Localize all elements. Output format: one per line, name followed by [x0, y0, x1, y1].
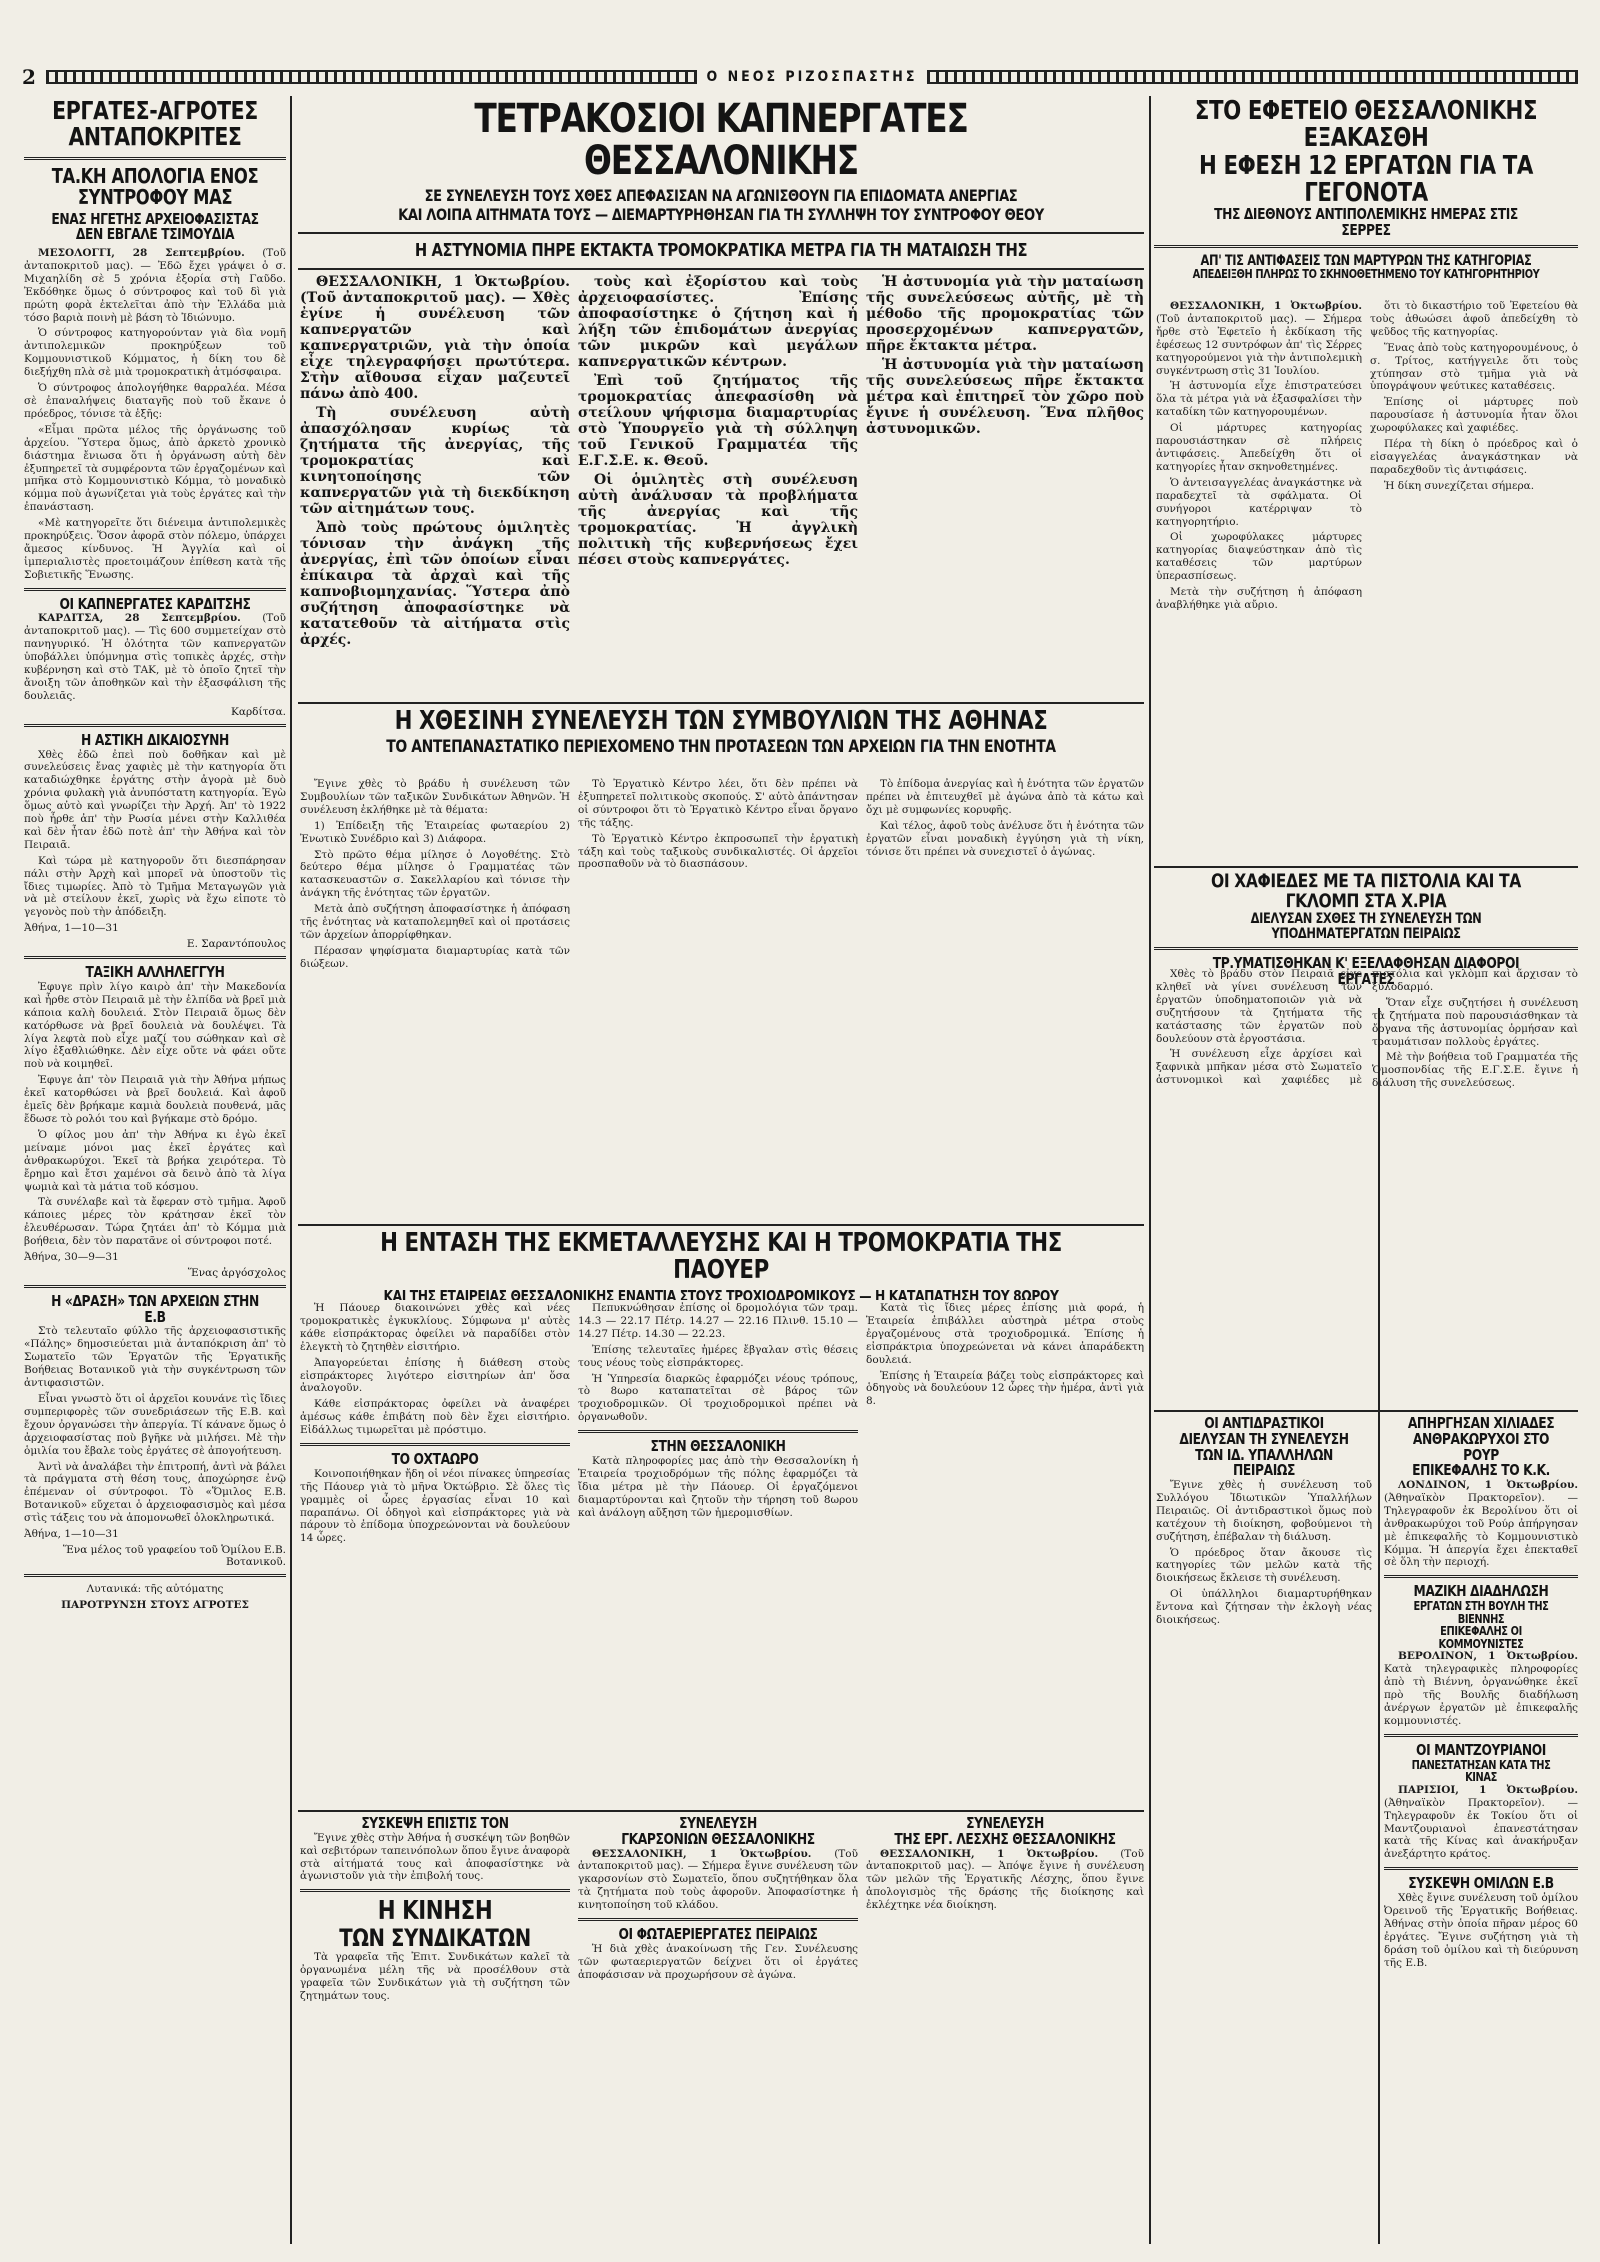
paragraph: Ὁ πρόεδρος ὅταν ἄκουσε τὶς κατηγορίες τῶν μελῶν κατὰ τῆς διοικήσεως ἔκλεισε τὴ συνέλευση.: [1156, 1546, 1372, 1585]
rule: [24, 956, 286, 959]
headline: ΑΠΕΔΕΙΞΘΗ ΠΛΗΡΩΣ ΤΟ ΣΚΗΝΟΘΕΤΗΜΕΝΟ ΤΟΥ ΚΑΤΗΓΟΡΗΤΗΡΙΟΥ: [1192, 267, 1540, 282]
paragraph: Ἡ ἀστυνομία γιὰ τὴν ματαίωση τῆς συνελεύσεως πῆρε ἔκτακτα μέτρα καὶ ἐπιτηρεῖ τὸν χῶρο ποὺ ἔγινε ἡ συνέλευση. Ἕνα πλῆθος ἀστυνομικῶν.: [866, 357, 1144, 437]
rule: [24, 1285, 286, 1288]
col4-lower-left: [1156, 1416, 1372, 2236]
paragraph: (Τοῦ ἀνταποκριτοῦ μας). — Ἀπόψε ἔγινε ἡ συνέλευση τῶν μελῶν τῆς Ἐργατικῆς Λέσχης, ὅπου ἔγινε ἀπολογισμὸς τῆς δράσης τῆς διοίκησης καὶ ἐκλέχτηκε νέα διοίκηση.: [866, 1847, 1144, 1912]
paragraph: Κατὰ πληροφορίες μας ἀπὸ τὴν Θεσσαλονίκη ἡ Ἑταιρεία τροχιοδρόμων τῆς πόλης ἐφαρμόζει τὰ ἴδια μέτρα μὲ τὴν Πάουερ. Οἱ ἐργαζόμενοι διαμαρτύρονται καὶ ζητοῦν τὴν τήρηση τοῦ 8ωρου καὶ ἀνάλογη αὔξηση τῶν ἡμερομισθίων.: [578, 1454, 858, 1519]
rule: [24, 588, 286, 591]
signature: Ἕνας ἀργόσχολος: [187, 1266, 286, 1279]
rule: [1154, 947, 1578, 950]
paragraph: «Μὲ κατηγορεῖτε ὅτι διένειμα ἀντιπολεμικὲς προκηρύξεις. Ὅσον ἀφορᾶ στὸν πόλεμο, ὑπάρχει ἄμεσος κίνδυνος. Ἡ Ἀγγλία καὶ οἱ ἱμπεριαλιστὲς προετοιμάζουν ἐπίθεση κατὰ τῆς Σοβιετικῆς Ἕνωσης.: [24, 517, 286, 581]
paragraph: Οἱ μάρτυρες κατηγορίας παρουσιάστηκαν σὲ πλήρεις ἀντιφάσεις. Ἀπεδείχθη ὅτι οἱ κατηγορίες ἦταν σκηνοθετημένες.: [1156, 422, 1362, 473]
page-header-strip: [22, 66, 1578, 88]
headline: ΔΙΕΛΥΣΑΝ ΣΧΘΕΣ ΤΗ ΣΥΝΕΛΕΥΣΗ ΤΩΝ ΥΠΟΔΗΜΑΤΕΡΓΑΤΩΝ ΠΕΙΡΑΙΩΣ: [1250, 910, 1482, 942]
headline: ΤΡ.ΥΜΑΤΙΣΘΗΚΑΝ Κ' ΕΞΕΛΑΦΘΗΣΑΝ ΔΙΑΦΟΡΟΙ ΕΡΓΑΤΕΣ: [1212, 954, 1520, 988]
xafiedes-body: [1156, 968, 1578, 1128]
paragraph: Τὸ Ἐργατικὸ Κέντρο λέει, ὅτι δὲν πρέπει νὰ ἐξυπηρετεῖ πολιτικοὺς σκοπούς. Σ' αὐτὸ ἀπάντησαν οἱ σύντροφοι ὅτι τὸ Ἐργατικὸ Κέντρο εἶναι ὄργανο τῆς τάξης.: [578, 778, 858, 829]
paragraph: Ἔγινε χθὲς ἡ συνέλευση τοῦ Συλλόγου Ἰδιωτικῶν Ὑπαλλήλων Πειραιῶς. Οἱ ἀντιδραστικοὶ ὅμως ποὺ κατέχουν τὴ διοίκηση, φοβούμενοι τὴ συζήτηση, ἐπέβαλαν τὴ διάλυση.: [1156, 1479, 1372, 1543]
headline: ΤΑΞΙΚΗ ΑΛΛΗΛΕΓΓΥΗ: [85, 963, 225, 982]
rule: [1154, 245, 1578, 248]
headline: Η ΧΘΕΣΙΝΗ ΣΥΝΕΛΕΥΣΗ ΤΩΝ ΣΥΜΒΟΥΛΙΩΝ ΤΗΣ ΑΘΗΝΑΣ: [394, 708, 1048, 736]
paragraph: Ἡ διὰ χθὲς ἀνακοίνωση τῆς Γεν. Συνέλευσης τῶν φωταεριεργατῶν δείχνει ὅτι οἱ ἐργάτες ἀποφάσισαν νὰ προχωρήσουν σὲ ἀγώνα.: [578, 1942, 858, 1981]
lead-subheadline: ΣΕ ΣΥΝΕΛΕΥΣΗ ΤΟΥΣ ΧΘΕΣ ΑΠΕΦΑΣΙΣΑΝ ΝΑ ΑΓΩΝΙΣΘΟΥΝ ΓΙΑ ΕΠΙΔΟΜΑΤΑ ΑΝΕΡΓΙΑΣ: [424, 186, 1018, 205]
dateline: ΘΕΣΣΑΛΟΝΙΚΗ, 1 Ὀκτωβρίου.: [880, 1847, 1099, 1860]
paragraph: Ἐπὶ τοῦ ζητήματος τῆς τρομοκρατίας ἀπεφασίσθη νὰ στείλουν ψήφισμα διαμαρτυρίας στὸ Ὑπουργεῖο γιὰ τὴ σύλληψη τοῦ Γενικοῦ Γραμματέα τῆς Ε.Γ.Σ.Ε. κ. Θεοῦ.: [578, 373, 858, 469]
rule: [298, 1224, 1144, 1226]
paragraph: Χθὲς ἔγινε συνέλευση τοῦ ὁμίλου Ὀρεινοῦ τῆς Ἐργατικῆς Βοήθειας. Ἀθήνας στὴν ὁποία πῆραν μέρος 60 ἐργάτες. Ἔγινε συζήτηση γιὰ τὴ δράση τοῦ ὁμίλου καὶ τὴ διεύρυνση τῆς Ε.Β.: [1384, 1892, 1578, 1969]
paragraph: Μὲ τὴν βοήθεια τοῦ Γραμματέα τῆς Ὁμοσπονδίας τῆς Ε.Γ.Σ.Ε. ἔγινε ἡ διάλυση τῆς συνελεύσεως.: [1372, 1051, 1578, 1090]
paragraph: Καὶ τώρα μὲ κατηγοροῦν ὅτι διεσπάρησαν πάλι στὴν Ἀρχὴ καὶ μπορεῖ νὰ ὑποστοῦν τὶς ἴδιες τιμωρίες. Ἀπὸ τὸ Τμῆμα Μεταγωγῶν γιὰ νὰ μὲ στείλουν ἐκεῖ, χωρὶς νὰ ἔχω εἰποτε τὸ γεγονὸς ποὺ τὴν ἀπόδειξη.: [24, 854, 286, 919]
dateline: ΘΕΣΣΑΛΟΝΙΚΗ, 1 Ὀκτωβρίου.: [592, 1847, 812, 1860]
paragraph: Ὁ σύντροφος κατηγορούνταν γιὰ δὶα νομῆ ἀντιπολεμικῶν προκηρύξεων τοῦ Κομμουνιστικοῦ Κόμματος, ἡ δίκη του δὲ διεξήχθη πλὰ σὲ μιὰ τρομοκρατικὴ ἀτμόσφαιρα.: [24, 327, 286, 379]
section-header: ΕΡΓΑΤΕΣ-ΑΓΡΟΤΕΣ ΑΝΤΑΠΟΚΡΙΤΕΣ: [52, 98, 258, 152]
rule: [578, 1918, 858, 1921]
rule: [1154, 866, 1578, 868]
paragraph: Ἐπίσης ἡ Ἑταιρεία βάζει τοὺς εἰσπράκτορες καὶ ὁδηγοὺς νὰ δουλεύουν 12 ὧρες τὴν ἡμέρα, ἀντὶ γιὰ 8.: [866, 1369, 1144, 1408]
paragraph: Οἱ ὑπάλληλοι διαμαρτυρήθηκαν ἔντονα καὶ ζήτησαν τὴν ἐκλογὴ νέας διοικήσεως.: [1156, 1588, 1372, 1627]
sign-place: Ἀθήνα, 1—10—31: [24, 1528, 119, 1541]
paragraph: Χθὲς ἐδῶ ἐπεὶ ποὺ δοθῆκαν καὶ μὲ συνελεύσεις ἔνας χαφιὲς μὲ τὴν κατηγορία ὅτι καταδιώχθηκε ἐργάτης στὴν ἀγορὰ μὲ δυὸ χρόνια φυλακὴ γιὰ ἀνυπόστατη κατηγορία. Ἐγὼ ὅμως αὐτὸ καὶ γνωρίζει τὴν Ἀρχή. Ἀπ' τὸ 1922 ποὺ ἦρθε ἀπ' τὴν Ρωσία μένει στὴν Καλλιθέα καὶ δὲν ἦταν ἐδῶ ποτὲ ἀπ' τὴν Ἀθήνα καὶ τὸν Πειραιᾶ.: [24, 748, 286, 851]
headline: ΤΑ.ΚΗ ΑΠΟΛΟΓΙΑ ΕΝΟΣ ΣΥΝΤΡΟΦΟΥ ΜΑΣ: [51, 163, 259, 209]
paragraph: Κάθε εἰσπράκτορας ὀφείλει νὰ ἀναφέρει ἀμέσως κάθε ἐπιβάτη ποὺ δὲν ἔχει εἰσιτήριο. Εἰδάλλως τιμωρεῖται μὲ πρόστιμο.: [300, 1398, 570, 1437]
signature: Καρδίτσα.: [231, 705, 286, 718]
signature: Ἕνα μέλος τοῦ γραφείου τοῦ Ὁμίλου Ε.Β. Βοτανικοῦ.: [62, 1543, 286, 1568]
headline: Η ΕΝΤΑΣΗ ΤΗΣ ΕΚΜΕΤΑΛΛΕΥΣΗΣ ΚΑΙ Η ΤΡΟΜΟΚΡΑΤΙΑ ΤΗΣ ΠΑΟΥΕΡ: [380, 1230, 1062, 1286]
paragraph: Ἀπαγορεύεται ἐπίσης ἡ διάθεση στοὺς εἰσπράκτορες λιγότερο εἰσιτηρίων ἀπ' ὅσα ἀναλογοῦν.: [300, 1356, 570, 1395]
paragraph: Χθὲς τὸ βράδυ στὸν Πειραιᾶ εἶχε κληθεῖ νὰ γίνει συνέλευση τῶν ἐργατῶν ὑποδηματοποιῶν γιὰ νὰ συζητήσουν τὰ ζητήματα τῆς κατάστασης τῶν ἐργατῶν ποὺ δουλεύουν στὰ ἐργοστάσια.: [1156, 968, 1362, 1045]
rule: [1384, 1575, 1578, 1578]
headline: ΕΠΙΚΕΦΑΛΗΣ ΟΙ ΚΟΜΜΟΥΝΙΣΤΕΣ: [1438, 1624, 1524, 1651]
paragraph: τοὺς καὶ ἐξορίστου καὶ τοὺς ἀρχειοφασίστες. Ἐπίσης ἀποφασίστηκε ὁ ζήτηση καὶ ἡ λήξη τῶν ἐπιδομάτων ἀνεργίας τῶν μικρῶν καὶ μεγάλων καπνεργατικῶν κέντρων.: [578, 274, 858, 370]
paragraph: Μετὰ τὴν συζήτηση ἡ ἀπόφαση ἀναβλήθηκε γιὰ αὔριο.: [1156, 586, 1362, 611]
paragraph: (Τοῦ ἀνταποκριτοῦ μας). — Σήμερα ἤρθε στὸ Ἐφετεῖο ἡ ἐκδίκαση τῆς ἐφέσεως 12 συντρόφων ἀπ' τὶς Σέρρες κατηγορούμενοι γιὰ τὴν ἀντιπολεμικὴ συγκέντρωση στὶς 31 Ἰουλίου.: [1156, 312, 1362, 377]
headline: ΤΟ ΟΧΤΑΩΡΟ: [391, 1450, 479, 1469]
paragraph: Εἶναι γνωστὸ ὅτι οἱ ἀρχεῖοι κουνάνε τὶς ἴδιες συμπεριφορὲς τῶν συνεδριάσεων τῆς Ε.Β. καὶ ἔχουν ὀργανώσει τὴν ἀπεργία. Τί κάνανε ὅμως ὁ ἀρχειοφασίστας ποὺ βγῆκε νὰ μιλήσει. Μὲ τὴν ὁμιλία του ἔβαλε τοὺς ἐργάτες σὲ ἀπογοήτευση.: [24, 1393, 286, 1457]
paragraph: (Τοῦ ἀνταποκριτοῦ μας). — Σήμερα ἔγινε συνέλευση τῶν γκαρσονίων στὸ Σωματεῖο, ὅπου συζητήθηκαν ὅλα τὰ ζητήματα ποὺ τοὺς ἀφοροῦν. Ἀποφασίστηκε ἡ κινητοποίηση τοῦ κλάδου.: [578, 1847, 858, 1912]
headline: Η ΚΙΝΗΣΗ: [377, 1896, 493, 1927]
paragraph: Ἐπίσης τελευταῖες ἡμέρες ἔβγαλαν στὶς θέσεις τους νέους τοὺς εἰσπράκτορες.: [578, 1343, 858, 1369]
paragraph: ὅτι τὸ δικαστήριο τοῦ Ἐφετείου θὰ τοὺς ἀθωώσει ἀφοῦ ἀπεδείχθη τὸ ψεῦδος τῆς κατηγορίας.: [1370, 300, 1578, 338]
column-1: [24, 98, 286, 2238]
rule: [298, 268, 1144, 270]
footer-note: Λυτανικά: τῆς αὐτόματης: [86, 1582, 224, 1595]
paragraph: Ἐφυγε πρὶν λίγο καιρὸ ἀπ' τὴν Μακεδονία καὶ ἦρθε στὸν Πειραιᾶ μὲ τὴν ἐλπίδα νὰ βρεῖ μιὰ κάποια καλὴ δουλειά. Στὸν Πειραιᾶ ὅμως δὲν κατόρθωσε νὰ βρεῖ δουλειὰ νὰ δουλέψει. Τὰ λίγα λεφτὰ ποὺ εἶχε μαζί του σώθηκαν καὶ σὲ λίγο ἐξαθλιώθηκε. Δὲν εἶχε οὔτε νὰ φάει οὔτε ποὺ νὰ κοιμηθεῖ.: [24, 980, 286, 1071]
paragraph: (Τοῦ ἀνταποκριτοῦ μας). — Χθὲς ἐγίνε ἡ συνέλευση τῶν καπνεργατῶν καὶ καπνεργατριῶν, γιὰ τὴν ὁποία εἶχε τηλεγραφήσει πρωτύτερα. Στὴν αἴθουσα εἶχαν μαζευτεῖ πάνω ἀπὸ 400.: [300, 290, 570, 402]
headline: ΕΝΑΣ ΗΓΕΤΗΣ ΑΡΧΕΙΟΦΑΣΙΣΤΑΣ ΔΕΝ ΕΒΓΑΛΕ ΤΣΙΜΟΥΔΙΑ: [51, 209, 259, 244]
signature: Ε. Σαραντόπουλος: [186, 938, 286, 951]
sign-place: Ἀθήνα, 1—10—31: [24, 922, 119, 935]
headline: ΟΙ ΚΑΠΝΕΡΓΑΤΕΣ ΚΑΡΔΙΤΣΗΣ: [59, 594, 251, 613]
headline: Η «ΔΡΑΣΗ» ΤΩΝ ΑΡΧΕΙΩΝ ΣΤΗΝ Ε.Β: [51, 1291, 259, 1326]
headline: Η ΑΣΤΙΚΗ ΔΙΚΑΙΟΣΥΝΗ: [81, 730, 229, 749]
rule: [298, 702, 1144, 704]
headline: ΓΚΑΡΣΟΝΙΩΝ ΘΕΣΣΑΛΟΝΙΚΗΣ: [621, 1829, 815, 1848]
header-ornament: [46, 70, 697, 84]
bottom-col: [578, 1816, 858, 2236]
paragraph: Ὅταν εἶχε συζητήσει ἡ συνέλευση τὰ ζητήματα ποὺ παρουσιάσθηκαν τὰ ὄργανα τῆς ἀστυνομίας ὁρμήσαν καὶ τραυμάτισαν πολλοὺς ἐργάτες.: [1372, 996, 1578, 1048]
lead-headline: ΤΕΤΡΑΚΟΣΙΟΙ ΚΑΠΝΕΡΓΑΤΕΣ ΘΕΣΣΑΛΟΝΙΚΗΣ: [474, 98, 968, 184]
paragraph: Τὸ ἐπίδομα ἀνεργίας καὶ ἡ ἑνότητα τῶν ἐργατῶν πρέπει νὰ ἐπιτευχθεῖ μὲ ἀγώνα ἀπὸ τὰ κάτω καὶ ὄχι μὲ συμφωνίες κορυφῆς.: [866, 778, 1144, 816]
rule: [578, 1430, 858, 1433]
paragraph: Πέρασαν ψηφίσματα διαμαρτυρίας κατὰ τῶν διώξεων.: [300, 944, 570, 970]
lead-kicker: Η ΑΣΤΥΝΟΜΙΑ ΠΗΡΕ ΕΚΤΑΚΤΑ ΤΡΟΜΟΚΡΑΤΙΚΑ ΜΕΤΡΑ ΓΙΑ ΤΗ ΜΑΤΑΙΩΣΗ ΤΗΣ: [414, 239, 1028, 261]
headline: ΔΙΕΛΥΣΑΝ ΤΗ ΣΥΝΕΛΕΥΣΗ: [1179, 1429, 1349, 1448]
rule: [1384, 1734, 1578, 1737]
dateline: ΠΑΡΙΣΙΟΙ, 1 Ὀκτωβρίου.: [1398, 1783, 1578, 1796]
column-rule: [1149, 96, 1151, 2244]
paragraph: Ἐφυγε ἀπ' τὸν Πειραιᾶ γιὰ τὴν Ἀθήνα μήπως ἐκεῖ κατορθώσει νὰ βρεῖ δουλειά. Καὶ ἀφοῦ ἐμεῖς δὲν βρήκαμε καμιὰ δουλειὰ πουθενά, μᾶς ἔδωσε τὸ ρολόι του καὶ βγήκαμε στὸ δρόμο.: [24, 1074, 286, 1125]
paragraph: Κατὰ τὶς ἴδιες μέρες ἐπίσης μιὰ φορά, ἡ Ἑταιρεία ἐπιβάλλει αὐστηρὰ μέτρα στοὺς ἐργαζομένους στὰ τροχιοδρομικά. Ἐπίσης ἡ εἰσπράκτρια ὑποχρεώνεται νὰ κάνει ἀπαράδεκτη δουλειά.: [866, 1302, 1144, 1366]
column-rule: [1378, 1008, 1380, 2244]
paragraph: Τὰ γραφεῖα τῆς Ἐπιτ. Συνδικάτων καλεῖ τὰ ὀργανωμένα μέλη τῆς νὰ προσέλθουν στὰ γραφεῖα τῶν Συνδικάτων γιὰ τὴ συζήτηση τῶν ζητημάτων τους.: [300, 1950, 570, 2002]
lead-body-col: [578, 274, 858, 694]
headline: ΣΥΝΕΛΕΥΣΗ: [679, 1816, 757, 1832]
paragraph: (Τοῦ ἀνταποκριτοῦ μας). — Ἐδῶ ἔχει γράψει ὁ σ. Μιχαηλίδη σὲ 5 χρόνια ἐξορία στὴ Γαῦδο. Ἐκδόθηκε ὅμως ὁ σύντροφος καὶ τοῦ δὶ γιὰ πρώτη φορὰ ἐκτελεῖται ἀπὸ τὴν Ἑλλάδα μιὰ τόσο βαριὰ ποινὴ μὲ βάση τὸ Ἰδιώνυμο.: [24, 247, 286, 324]
lead-story-headlines: [298, 98, 1144, 268]
council-body-col: [866, 778, 1144, 1218]
paragraph: Ἀπὸ τοὺς πρώτους ὁμιλητὲς τόνισαν τὴν ἀνάγκη τῆς ἀνεργίας, ἐπὶ τῶν ὁποίων εἶναι ἐπίκαιρα τὰ ἀρχαὶ καὶ τῆς καπνοβιομηχανίας. Ὕστερα ἀπὸ συζήτηση ἀποφασίστηκε νὰ κατατεθοῦν τὰ αἰτήματα στὶς ἀρχές.: [300, 520, 570, 648]
council-body-col: [300, 778, 570, 1218]
col4-body: [1156, 300, 1362, 860]
headline: ΑΠΗΡΓΗΣΑΝ ΧΙΛΙΑΔΕΣ: [1407, 1416, 1555, 1432]
paragraph: Μετὰ ἀπὸ συζήτηση ἀποφασίστηκε ἡ ἀπόφαση τῆς ἑνότητας νὰ καταπολεμηθεῖ καὶ οἱ προτάσεις τῶν ἀρχείων ἀπορρίφθηκαν.: [300, 903, 570, 941]
page-number: 2: [22, 65, 36, 89]
bottom-col: [300, 1816, 570, 2236]
dateline: ΒΕΡΟΛΙΝΟΝ, 1 Ὀκτωβρίου.: [1398, 1650, 1578, 1663]
sign-place: Ἀθήνα, 30—9—31: [24, 1251, 119, 1264]
rule: [300, 1889, 570, 1892]
paragraph: Τὴ συνέλευση αὐτὴ ἀπασχόλησαν κυρίως τὰ ζητήματα τῆς ἀνεργίας, τῆς τρομοκρατίας καὶ κινητοποίησης τῶν καπνεργατῶν γιὰ τὴ διεκδίκηση τῶν αἰτημάτων τους.: [300, 405, 570, 517]
dateline: ΘΕΣΣΑΛΟΝΙΚΗ, 1 Ὀκτωβρίου.: [1170, 300, 1362, 312]
rule: [1384, 1867, 1578, 1870]
paragraph: Ἀντὶ νὰ ἀναλάβει τὴν ἐπιτροπή, ἀντὶ νὰ βάλει τὰ πράγματα στὴ θέση τους, ἀποχώρησε ἐνῷ ἐπέμεναν οἱ σύντροφοι. Τὸ «Ὅμιλος Ε.Β. Βοτανικοῦ» εὔχεται ὁ ἀρχειοφασισμὸς καὶ μέσα στὶς τάξεις του νὰ ἀπομονωθεῖ ὁλοκληρωτικά.: [24, 1460, 286, 1525]
paouer-headlines: [298, 1230, 1144, 1300]
paouer-body-col: [578, 1302, 858, 1802]
paragraph: Ὁ φίλος μου ἀπ' τὴν Ἀθήνα κι ἐγὼ ἐκεῖ μείναμε μόνοι μας ἐκεῖ ἐργάτες καὶ ἀνθρακωρύχοι. Ἐκεῖ τὰ βρήκα χειρότερα. Τὸ ἔρημο καὶ ἔτσι χαμένοι σὰ δεινὸ ἀπὸ τὰ λίγα ψωμιὰ καὶ τὰ μάτια τοῦ κόσμου.: [24, 1128, 286, 1193]
paragraph: (Ἀθηναϊκὸν Πρακτορεῖον). — Τηλεγραφοῦν ἐκ Βερολίνου ὅτι οἱ ἀνθρακωρύχοι τοῦ Ρούρ ἀπήργησαν μὲ ἐπικεφαλῆς τὸ Κομμουνιστικὸ Κόμμα. Ἡ ἀπεργία ἔχει ἐπεκταθεῖ σὲ ὅλη τὴν περιοχή.: [1384, 1491, 1578, 1569]
paragraph: Ἡ συνέλευση εἶχε ἀρχίσει καὶ ξαφνικὰ μπῆκαν μέσα στὸ Σωματεῖο ἀστυνομικοὶ καὶ χαφιέδες μὲ πιστόλια καὶ γκλὸμπ καὶ ἄρχισαν τὸ ξυλοδαρμό.: [1156, 968, 1578, 1087]
headline: ΤΗΣ ΕΡΓ. ΛΕΣΧΗΣ ΘΕΣΣΑΛΟΝΙΚΗΣ: [894, 1829, 1116, 1848]
headline: ΟΙ ΦΩΤΑΕΡΙΕΡΓΑΤΕΣ ΠΕΙΡΑΙΩΣ: [618, 1925, 818, 1944]
headline: ΟΙ ΑΝΤΙΔΡΑΣΤΙΚΟΙ: [1204, 1416, 1324, 1432]
paragraph: «Εἶμαι πρῶτα μέλος τῆς ὀργάνωσης τοῦ ἀρχείου. Ὕστερα ὅμως, ἀπὸ ἀρκετὸ χρονικὸ διάστημα ἔνιωσα ὅτι ἡ ὀργάνωση αὐτὴ δὲν ἐξυπηρετεῖ τὰ συμφέροντα τῶν ἐργαζομένων καὶ μπῆκα στὸ Κομμουνιστικὸ Κόμμα, τὸ μοναδικὸ κόμμα ποὺ ἀγωνίζεται γιὰ τοὺς ἐργάτες καὶ τὴν ἐπανάσταση.: [24, 423, 286, 514]
paouer-body-col: [866, 1302, 1144, 1802]
paragraph: Ὁ σύντροφος ἀπολογήθηκε θαρραλέα. Μέσα σὲ ἐπαναλήψεις διαταγῆς ποὺ τοῦ ἔκανε ὁ πρόεδρος, τόνισε τὰ ἑξῆς:: [24, 382, 286, 420]
paragraph: Οἱ χωροφύλακες μάρτυρες κατηγορίας διαψεύστηκαν ἀπὸ τὶς καταθέσεις τῶν μαρτύρων ὑπερασπίσεως.: [1156, 531, 1362, 583]
rule: [298, 1810, 1144, 1812]
headline: ΤΩΝ ΙΔ. ΥΠΑΛΛΗΛΩΝ ΠΕΙΡΑΙΩΣ: [1195, 1445, 1333, 1480]
paragraph: 1) Ἐπίδειξη τῆς Ἑταιρείας φωταερίου 2) Ἐνωτικὸ Συνέδριο καὶ 3) Διάφορα.: [300, 819, 570, 845]
headline: ΟΙ ΧΑΦΙΕΔΕΣ ΜΕ ΤΑ ΠΙΣΤΟΛΙΑ ΚΑΙ ΤΑ ΓΚΛΟΜΠ ΣΤΑ Χ.ΡΙΑ: [1211, 872, 1521, 912]
col4-lower-right: [1384, 1416, 1578, 2236]
paragraph: Ἡ Ὑπηρεσία διαρκῶς ἐφαρμόζει νέους τρόπους, τὸ 8ωρο καταπατεῖται σὲ βάρος τῶν τροχιοδρομικῶν. Οἱ τροχιοδρομικοὶ πρέπει νὰ ὀργανωθοῦν.: [578, 1372, 858, 1424]
headline: ΣΥΝΕΛΕΥΣΗ: [966, 1816, 1044, 1832]
headline: ΣΥΣΚΕΨΗ ΟΜΙΛΩΝ Ε.Β: [1408, 1874, 1554, 1893]
header-ornament: [927, 70, 1578, 84]
headline: ΤΩΝ ΣΥΝΔΙΚΑΤΩΝ: [339, 1923, 531, 1952]
paragraph: (Τοῦ ἀνταποκριτοῦ μας). — Τὶς 600 συμμετείχαν στὸ πανηγυρικό. Ἡ ὀλότητα τῶν καπνεργατῶν ὑποβάλλει ὑπόμνημα στὶς τοπικὲς ἀρχές, στὴν κυβέρνηση καὶ στὸ ΤΑΚ, μὲ τὸ ὁποῖο ζητεῖ τὴν ἄνοιξη τῶν ἀποθηκῶν καὶ τὴν ἐξασφάλιση τῆς δουλειᾶς.: [24, 612, 286, 702]
paragraph: Τὰ συνέλαβε καὶ τὰ ἔφεραν στὸ τμῆμα. Ἀφοῦ κάποιες μέρες τὸν κράτησαν ἐκεῖ τὸν ἐλευθέρωσαν. Τώρα ζητάει ἀπ' τὸ Κόμμα μιὰ βοήθεια, δὲν τὸν παρατᾶνε οἱ σύντροφοι ποτέ.: [24, 1196, 286, 1248]
dateline: ΚΑΡΔΙΤΣΑ, 28 Σεπτεμβρίου.: [38, 612, 241, 625]
dateline: ΘΕΣΣΑΛΟΝΙΚΗ, 1 Ὀκτωβρίου.: [316, 274, 570, 290]
paragraph: Ἐπίσης οἱ μάρτυρες ποὺ παρουσίασε ἡ ἀστυνομία ἦταν ὅλοι χωροφύλακες καὶ χαφιέδες.: [1370, 396, 1578, 435]
lead-subheadline: ΚΑΙ ΛΟΙΠΑ ΑΙΤΗΜΑΤΑ ΤΟΥΣ — ΔΙΕΜΑΡΤΥΡΗΘΗΣΑΝ ΓΙΑ ΤΗ ΣΥΛΛΗΨΗ ΤΟΥ ΣΥΝΤΡΟΦΟΥ ΘΕΟΥ: [398, 204, 1044, 224]
headline: ΣΤΟ ΕΦΕΤΕΙΟ ΘΕΣΣΑΛΟΝΙΚΗΣ ΕΞΑΚΑΣΘΗ: [1194, 98, 1538, 154]
headline: ΚΑΙ ΤΗΣ ΕΤΑΙΡΕΙΑΣ ΘΕΣΣΑΛΟΝΙΚΗΣ ΕΝΑΝΤΙΑ ΣΤΟΥΣ ΤΡΟΧΙΟΔΡΟΜΙΚΟΥΣ — Η ΚΑΤΑΠΑΤΗΣΗ ΤΟΥ 8ΩΡΟΥ: [383, 1286, 1059, 1300]
headline: ΤΟ ΑΝΤΕΠΑΝΑΣΤΑΤΙΚΟ ΠΕΡΙΕΧΟΜΕΝΟ ΤΗΝ ΠΡΟΤΑΣΕΩΝ ΤΩΝ ΑΡΧΕΙΩΝ ΓΙΑ ΤΗΝ ΕΝΟΤΗΤΑ: [386, 737, 1056, 758]
paragraph: Ἡ ἀστυνομία γιὰ τὴν ματαίωση τῆς συνελεύσεως αὐτῆς, μὲ τὴ μέθοδο τῆς προμοκρατίας τῶν προσερχομένων καπνεργατῶν, πῆρε ἔκτακτα μέτρα.: [866, 274, 1144, 354]
paragraph: Τὸ Ἐργατικὸ Κέντρο ἐκπροσωπεῖ τὴν ἐργατικὴ τάξη καὶ τοὺς ταξικοὺς συνδικαλιστές. Οἱ ἀρχεῖοι προσπαθοῦν νὰ τὸ διασπάσουν.: [578, 832, 858, 871]
paragraph: Ἔγινε χθὲς στὴν Ἀθήνα ἡ συσκέψη τῶν βοηθῶν καὶ σεβιτόρων ταπεινόπολων ὅπου ἔγινε ἀναφορὰ στὰ αἰτήματά τους καὶ ἀποφασίστηκε νὰ ἀγωνιστοῦν γιὰ τὴν ἐπιβολή τους.: [300, 1831, 570, 1883]
rule: [1154, 1410, 1578, 1412]
paragraph: Ὁ ἀντεισαγγελέας ἀναγκάστηκε νὰ παραδεχτεῖ τὰ σφάλματα. Οἱ συνήγοροι κατέρριψαν τὸ κατηγορητήριο.: [1156, 476, 1362, 528]
dateline: ΛΟΝΔΙΝΟΝ, 1 Ὀκτωβρίου.: [1398, 1479, 1578, 1491]
rule: [24, 1574, 286, 1577]
paragraph: Πέρα τὴ δίκη ὁ πρόεδρος καὶ ὁ εἰσαγγελέας ἀναγκάστηκαν νὰ παραδεχθοῦν τὶς ἀντιφάσεις.: [1370, 438, 1578, 476]
paragraph: Ἡ Πάουερ διακοινώνει χθὲς καὶ νέες τρομοκρατικὲς ἐγκυκλίους. Σύμφωνα μ' αὐτὲς κάθε εἰσπράκτορας ὀφείλει νὰ παραδίδει στὸν ἐλεγκτὴ τὸ ζητηθὲν εἰσιτήριο.: [300, 1302, 570, 1353]
headline: Η ΕΦΕΣΗ 12 ΕΡΓΑΤΩΝ ΓΙΑ ΤΑ ΓΕΓΟΝΟΤΑ: [1199, 150, 1533, 208]
paragraph: Ἡ δίκη συνεχίζεται σήμερα.: [1384, 479, 1535, 492]
lead-body-col: [300, 274, 570, 694]
rule: [24, 157, 286, 160]
headline: ΤΗΣ ΔΙΕΘΝΟΥΣ ΑΝΤΙΠΟΛΕΜΙΚΗΣ ΗΜΕΡΑΣ ΣΤΙΣ ΣΕΡΡΕΣ: [1214, 205, 1518, 239]
paragraph: Κοινοποιήθηκαν ἤδη οἱ νέοι πίνακες ὑπηρεσίας τῆς Πάουερ γιὰ τὸ μῆνα Ὀκτώβριο. Σὲ ὅλες τὶς γραμμὲς οἱ ὧρες ἐργασίας εἶναι 10 καὶ παραπάνω. Οἱ ὁδηγοὶ καὶ εἰσπράκτορες γιὰ νὰ πάρουν τὸ ἐπίδομα ὑποχρεώνονται νὰ δουλεύουν 14 ὧρες.: [300, 1467, 570, 1545]
council-headlines: [298, 708, 1144, 772]
dateline: ΜΕΣΟΛΟΓΓΙ, 28 Σεπτεμβρίου.: [38, 247, 245, 259]
headline: ΣΤΗΝ ΘΕΣΣΑΛΟΝΙΚΗ: [650, 1437, 786, 1456]
paragraph: Στὸ τελευταῖο φύλλο τῆς ἀρχειοφασιστικῆς «Πάλης» δημοσιεύεται μιὰ ἀνταπόκριση ἀπ' τὸ Σωματεῖο τῶν Ἐργατῶν τῆς Ἐργατικῆς Βοήθειας Βοτανικοῦ γιὰ τὴν συγκέντρωση τῶν ἀντιφασιστῶν.: [24, 1325, 286, 1390]
paragraph: (Ἀθηναϊκὸν Πρακτορεῖον). — Τηλεγραφοῦν ἐκ Τοκίου ὅτι οἱ Μαντζουριανοὶ ἐπανεστάτησαν κατὰ τῆς Κίνας καὶ ἀνακήρυξαν ἀνεξάρτητο κράτος.: [1384, 1796, 1578, 1861]
headline: ΠΑΝΕΣΤΑΤΗΣΑΝ ΚΑΤΑ ΤΗΣ ΚΙΝΑΣ: [1411, 1757, 1551, 1785]
headline: ΕΠΙΚΕΦΑΛΗΣ ΤΟ Κ.Κ.: [1412, 1461, 1550, 1480]
paragraph: Ἕνας ἀπὸ τοὺς κατηγορουμένους, ὁ σ. Τρίτος, κατήγγειλε ὅτι τοὺς χτύπησαν στὸ τμῆμα γιὰ νὰ ὑπογράψουν ψεύτικες καταθέσεις.: [1370, 341, 1578, 393]
headline: ΑΝΘΡΑΚΩΡΥΧΟΙ ΣΤΟ ΡΟΥΡ: [1412, 1429, 1550, 1464]
paragraph: Ἔγινε χθὲς τὸ βράδυ ἡ συνέλευση τῶν Συμβουλίων τῶν ταξικῶν Συνδικάτων Ἀθηνῶν. Ἡ συνέλευση ἐκλήθηκε μὲ τὰ θέματα:: [300, 778, 570, 816]
paragraph: Καὶ τέλος, ἀφοῦ τοὺς ἀνέλυσε ὅτι ἡ ἑνότητα τῶν ἐργατῶν εἶναι μοναδικὴ ἐγγύηση γιὰ τὴ νίκη, τόνισε ὅτι πρέπει νὰ συνεχιστεῖ ὁ ἀγώνας.: [866, 819, 1144, 858]
headline: ΣΥΣΚΕΨΗ ΕΠΙΣΤΙΣ ΤΟΝ: [361, 1816, 509, 1832]
paouer-body-col: [300, 1302, 570, 1802]
rule: [24, 724, 286, 727]
council-body-col: [578, 778, 858, 1218]
column-rule: [290, 96, 292, 2244]
paragraph: Κατὰ τηλεγραφικὲς πληροφορίες ἀπὸ τὴ Βιέννη, ὀργανώθηκε ἐκεῖ πρὸ τῆς Βουλῆς διαδήλωση ἀνέργων ἐργατῶν μὲ ἐπικεφαλῆς κομμουνιστές.: [1384, 1663, 1578, 1727]
masthead: O ΝΕΟΣ ΡΙΖΟΣΠΑΣΤΗΣ: [706, 69, 918, 85]
headline: ΟΙ ΜΑΝΤΖΟΥΡΙΑΝΟΙ: [1416, 1740, 1546, 1759]
headline: ΕΡΓΑΤΩΝ ΣΤΗ ΒΟΥΛΗ ΤΗΣ ΒΙΕΝΝΗΣ: [1413, 1599, 1549, 1626]
paragraph: Οἱ ὁμιλητὲς στὴ συνέλευση αὐτὴ ἀνάλυσαν τὰ προβλήματα τῆς ἀνεργίας καὶ τῆς τρομοκρατίας. Ἡ ἀγγλικὴ πολιτικὴ τῆς κυβερνήσεως ἔχει πέσει στοὺς καπνεργάτες.: [578, 472, 858, 568]
paragraph: Ἡ ἀστυνομία εἶχε ἐπιστρατεύσει ὅλα τὰ μέτρα γιὰ νὰ ἐξασφαλίσει τὴν καταδίκη τῶν κατηγορουμένων.: [1156, 380, 1362, 419]
headline: ΑΠ' ΤΙΣ ΑΝΤΙΦΑΣΕΙΣ ΤΩΝ ΜΑΡΤΥΡΩΝ ΤΗΣ ΚΑΤΗΓΟΡΙΑΣ: [1200, 252, 1532, 269]
bottom-col: [866, 1816, 1144, 2236]
footer-note: ΠΑΡΟΤΡΥΝΣΗ ΣΤΟΥΣ ΑΓΡΟΤΕΣ: [61, 1598, 249, 1611]
col4-body: [1370, 300, 1578, 860]
paragraph: Πεπυκνώθησαν ἐπίσης οἱ δρομολόγια τῶν τραμ. 14.3 — 22.17 Πέτρ. 14.27 — 22.16 Πλινθ. 15.10 — 14.27 Πέτρ. 14.30 — 22.23.: [578, 1302, 858, 1340]
lead-body-col: [866, 274, 1144, 694]
rule: [300, 1443, 570, 1446]
headline: ΜΑΖΙΚΗ ΔΙΑΔΗΛΩΣΗ: [1413, 1582, 1549, 1601]
paragraph: Στὸ πρῶτο θέμα μίλησε ὁ Λογοθέτης. Στὸ δεύτερο θέμα μίλησε ὁ Γραμματέας τῶν κατασκευαστῶν σ. Σακελλαρίου καὶ τόνισε τὴν ἀνάγκη τῆς ἑνότητας τῶν ἐργατῶν.: [300, 848, 570, 900]
